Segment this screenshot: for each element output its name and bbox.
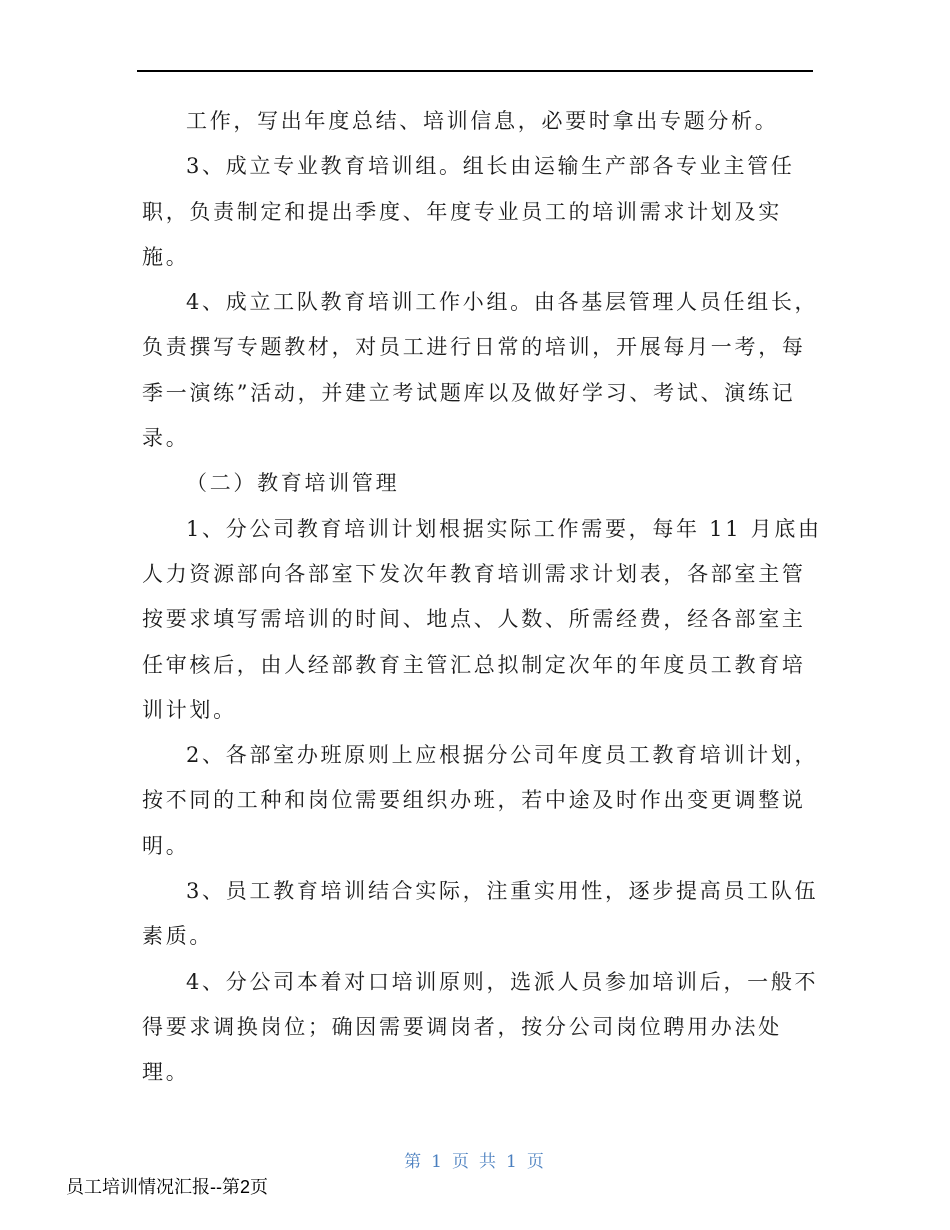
text-line: 2、各部室办班原则上应根据分公司年度员工教育培训计划， bbox=[186, 743, 819, 768]
text-line: 4、成立工队教育培训工作小组。由各基层管理人员任组长， bbox=[186, 290, 819, 315]
page-word-3: 共 bbox=[479, 1152, 498, 1172]
text-line: 录。 bbox=[142, 426, 190, 451]
text-line: 人力资源部向各部室下发次年教育培训需求计划表，各部室主管 bbox=[142, 561, 806, 586]
text-line: 得要求调换岗位；确因需要调岗者，按分公司岗位聘用办法处 bbox=[142, 1014, 782, 1039]
document-caption: 员工培训情况汇报--第2页 bbox=[66, 1177, 268, 1197]
text-line: 负责撰写专题教材，对员工进行日常的培训，开展每月一考，每 bbox=[142, 335, 806, 360]
text-line: 3、员工教育培训结合实际，注重实用性，逐步提高员工队伍 bbox=[186, 879, 819, 904]
text-line: 任审核后，由人经部教育主管汇总拟制定次年的年度员工教育培 bbox=[142, 652, 806, 677]
text-line: 理。 bbox=[142, 1060, 190, 1085]
text-line: 按要求填写需培训的时间、地点、人数、所需经费，经各部室主 bbox=[142, 607, 806, 632]
header-rule bbox=[137, 70, 813, 72]
text-line: 按不同的工种和岗位需要组织办班，若中途及时作出变更调整说 bbox=[142, 788, 806, 813]
text-line: 训计划。 bbox=[142, 697, 237, 722]
page-word-1: 第 bbox=[404, 1152, 424, 1172]
text-line: 施。 bbox=[142, 244, 190, 269]
text-line: 3、成立专业教育培训组。组长由运输生产部各专业主管任 bbox=[186, 154, 795, 179]
text-line: 素质。 bbox=[142, 924, 214, 949]
text-line: 职，负责制定和提出季度、年度专业员工的培训需求计划及实 bbox=[142, 199, 782, 224]
document-body bbox=[142, 99, 822, 1096]
text-line: （二）教育培训管理 bbox=[186, 471, 400, 496]
page-current: 1 bbox=[431, 1152, 444, 1172]
text-line: 工作，写出年度总结、培训信息，必要时拿出专题分析。 bbox=[186, 109, 779, 133]
text-line: 明。 bbox=[142, 833, 190, 858]
page-number-footer bbox=[0, 1150, 950, 1174]
text-line: 季一演练”活动，并建立考试题库以及做好学习、考试、演练记 bbox=[142, 380, 796, 405]
text-line: 4、分公司本着对口培训原则，选派人员参加培训后，一般不 bbox=[186, 969, 819, 994]
page-word-2: 页 bbox=[452, 1152, 471, 1172]
page-total: 1 bbox=[506, 1152, 519, 1172]
page-word-4: 页 bbox=[526, 1152, 546, 1172]
text-line: 1、分公司教育培训计划根据实际工作需要，每年 11 月底由 bbox=[186, 516, 822, 541]
